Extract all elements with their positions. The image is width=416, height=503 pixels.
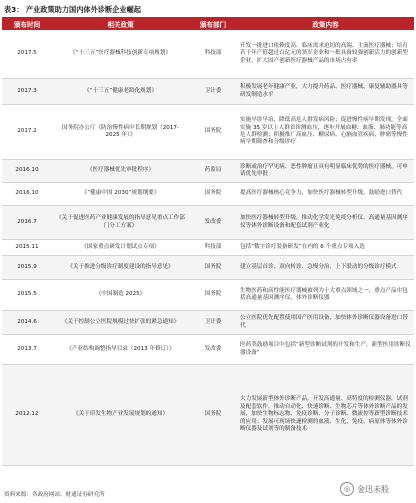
table-row bbox=[2, 365, 414, 466]
table-row bbox=[2, 79, 414, 105]
row-policy: 《“十三五”医疗器械科技创新专项规划》 bbox=[70, 50, 171, 57]
row-dept: 发改委 bbox=[204, 218, 222, 225]
watermark-text: 金迅未股 bbox=[357, 484, 389, 494]
row-policy: 《“健康中国 2030”规划纲要》 bbox=[81, 190, 160, 197]
row-dept: 国务院 bbox=[204, 411, 222, 418]
row-content: 包括“数字诊疗装备研发”在内的 6 个重点专项入选 bbox=[240, 243, 365, 250]
row-content: 诊断或治疗罕见病、恶性肿瘤且具有明显临床优势的医疗器械，可申请优先审批 bbox=[240, 163, 408, 177]
watermark bbox=[340, 480, 389, 498]
header-content: 政策内容 bbox=[312, 20, 339, 29]
row-dept: 国务院 bbox=[204, 263, 222, 270]
header-dept: 颁布部门 bbox=[199, 20, 227, 29]
table-row bbox=[2, 183, 414, 206]
row-dept: 卫计委 bbox=[204, 87, 222, 94]
row-date: 2013.7 bbox=[17, 345, 37, 352]
row-content: 积极发展老年健康产业，大力提升药品、医疗器械、康复辅助器具等研发制造水平 bbox=[240, 84, 408, 98]
table-row bbox=[2, 240, 414, 256]
row-content: 提高医疗器械核心竞争力，加快医疗器械转型升级，鼓励进口替代 bbox=[240, 190, 403, 197]
row-date: 2017.3 bbox=[17, 87, 37, 94]
row-dept: 国务院 bbox=[204, 128, 222, 135]
row-dept: 国务院 bbox=[204, 291, 222, 298]
row-content: 公立医院优先配置使用国产医用设备，加快体外诊断仪器设备进口替代 bbox=[240, 315, 408, 329]
table-row bbox=[2, 105, 414, 160]
table-caption: 表3： 产业政策助力国内体外诊断企业崛起 bbox=[4, 5, 141, 14]
header-date: 颁布时间 bbox=[13, 20, 41, 29]
row-content: 开发一批进口依赖度高、临床需求迫切的高端、主流医疗器械；培育若干年产值超过百亿元的领军企业和一批具备较强创新活力的创新型企业，扩大国产创新医疗器械产品的市场占有率 bbox=[240, 42, 408, 64]
table-row bbox=[2, 206, 414, 240]
table-row bbox=[2, 280, 414, 311]
header-policy: 相关政策 bbox=[107, 20, 134, 29]
row-policy: 国务院办公厅《防治慢性病中长期规划（2017-2025 年）》 bbox=[62, 124, 179, 138]
row-dept: 科技部 bbox=[204, 50, 222, 57]
row-dept: 科技部 bbox=[204, 243, 222, 250]
table-row bbox=[2, 311, 414, 335]
row-content: 医药类鼓励项目中包括“新型诊断试剂的开发和生产、新型医用诊断仪器设备” bbox=[240, 342, 411, 356]
row-dept: 卫计委 bbox=[204, 318, 222, 325]
row-date: 2012.12 bbox=[15, 411, 39, 418]
row-content: 加快医疗器械转型升级，推动化学发光免疫分析仪、高通量基因测序仪等体外诊断设备和配套试剂产业化 bbox=[240, 215, 408, 229]
row-date: 2015.11 bbox=[15, 243, 39, 250]
row-dept: 药监局 bbox=[204, 167, 222, 174]
row-date: 2017.5 bbox=[17, 50, 37, 57]
row-date: 2016.10 bbox=[15, 167, 39, 174]
row-date: 2015.5 bbox=[17, 291, 37, 298]
table-body bbox=[2, 30, 414, 466]
row-policy: 《产业结构调整指导目录（2013 年修订）》 bbox=[66, 345, 175, 352]
row-policy: 《关于促进医药产业健康发展的指导意见重点工作部门分工方案》 bbox=[56, 215, 185, 229]
table-header bbox=[2, 17, 414, 30]
row-dept: 发改委 bbox=[204, 345, 222, 352]
row-policy: 《关于推进分级诊疗制度建设的指导意见》 bbox=[67, 263, 174, 270]
row-policy: 《关于印发生物产业发展规划的通知》 bbox=[72, 411, 169, 418]
row-content: 实施早诊早治，降低高危人群发病风险；促进慢性病早期发现，全面实施 35 岁以上人群首诊测血压，逐步开展血糖、血脂、肺功能等高危人群检测；积极推广高血压、糖尿病、心脑血管疾病、肿瘤等慢性病早期筛查和分级诊疗 bbox=[240, 117, 408, 146]
row-policy: 《中国制造 2025》 bbox=[95, 291, 146, 298]
row-date: 2015.9 bbox=[17, 263, 37, 270]
row-dept: 国务院 bbox=[204, 190, 222, 197]
row-content: 建立基层首诊、双向转诊、急慢分治、上下联动的分级诊疗模式 bbox=[240, 263, 397, 270]
row-content: 生物医药和高性能医疗器械被列为十大重点领域之一，重点产品中包括高通量基因测序仪、体外诊断仪器 bbox=[240, 287, 408, 301]
row-policy: 《关于控制公立医院规模过快扩张的紧急通知》 bbox=[61, 318, 180, 325]
row-content: 大力发展新型体外诊断产品。开发高通量、高特度的检测仪器，试剂及配套软件，推动自动化、快速诊断、生物芯片等体外诊断产品的发展，加快生物标志物、免疫诊断、分子诊断、微流控等新型诊断技术的应用；发展可现场快速检测的血液、生化、免疫、病原体等体外诊断仪器及试剂等的制备技术 bbox=[240, 396, 408, 433]
table-row bbox=[2, 256, 414, 280]
table-row bbox=[2, 30, 414, 79]
wechat-logo-icon: ◎ bbox=[340, 482, 354, 496]
table-row bbox=[2, 335, 414, 365]
row-date: 2017.2 bbox=[17, 128, 37, 135]
row-policy: 《医疗器械优先审批程序》 bbox=[86, 167, 155, 174]
row-date: 2016.10 bbox=[15, 190, 39, 197]
row-date: 2016.7 bbox=[17, 218, 37, 225]
table-row bbox=[2, 160, 414, 183]
source-note: 资料来源：各政府网站、财通证券研究所 bbox=[4, 492, 105, 498]
row-policy: 《国家重点研发计划试点专项》 bbox=[81, 243, 160, 250]
row-policy: 《“十三五”健康老龄化规划》 bbox=[84, 87, 157, 94]
row-date: 2014.6 bbox=[17, 318, 37, 325]
